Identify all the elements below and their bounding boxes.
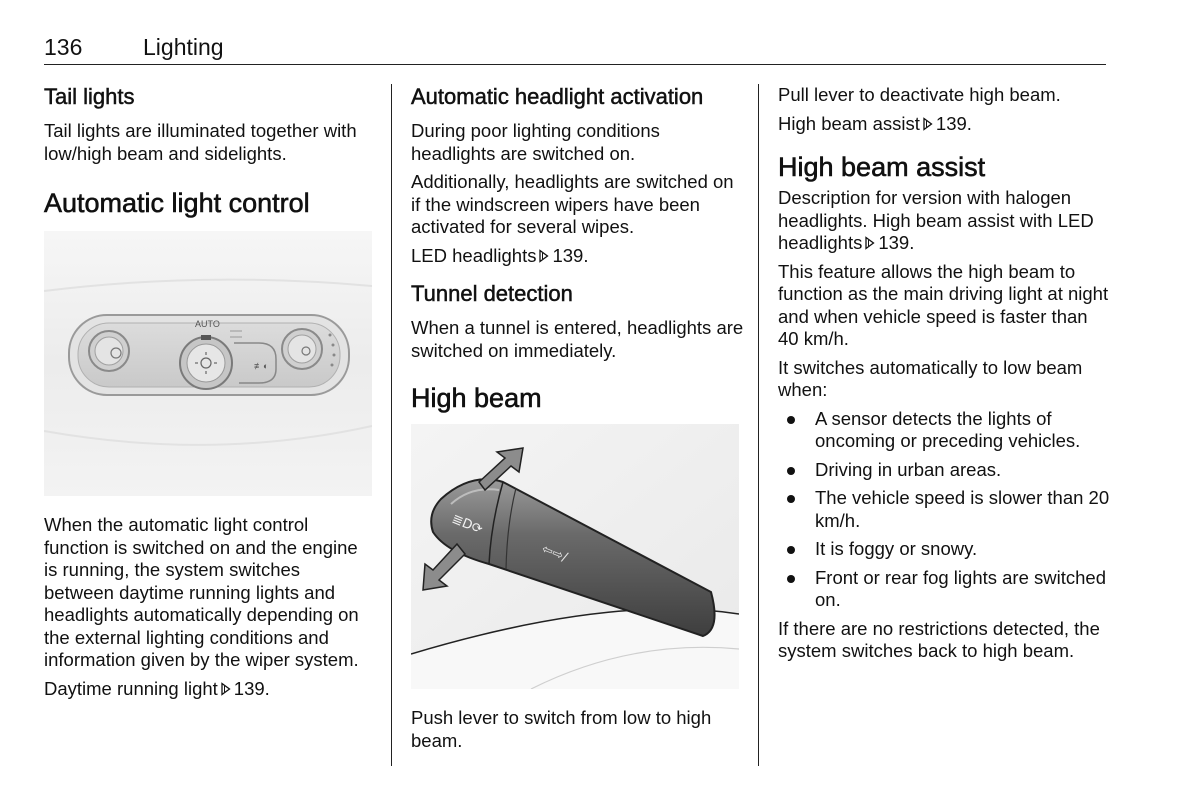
bullet-icon [787,495,795,503]
restore-high-beam-text: If there are no restrictions detected, the system switches back to high beam. [778,617,1100,661]
column-right [778,84,1113,669]
svg-text:≢◐: ≢◐ [254,361,269,371]
high-beam-assist-ref: High beam assist 139. [778,112,972,134]
svg-text:⇦⇨/: ⇦⇨/ [539,541,570,566]
auto-label: AUTO [195,319,220,329]
page-reference-icon [538,249,549,263]
automatic-light-control-text: When the automatic light control function is switched on and the engine is running, the system switches between daytime running lights and headlights automatically depending on the external lighting conditions and information given by the wiper system. [44,514,359,670]
page-number: 136 [44,34,83,60]
column-middle [411,84,746,758]
daytime-running-light-ref: Daytime running light 139. [44,677,270,699]
svg-text:≣D⟳: ≣D⟳ [449,511,485,538]
lever-illustration [411,424,739,689]
list-item: Front or rear fog lights are switched on. [778,567,1113,612]
pull-lever-text: Pull lever to deactivate high beam. [778,84,1061,105]
header-divider [44,64,1106,65]
bullet-icon [787,467,795,475]
high-beam-heading: High beam [411,383,542,413]
bullet-icon [787,575,795,583]
high-beam-assist-heading: High beam assist [778,152,986,182]
light-switch-figure [44,231,372,496]
turn-signal-lever-figure [411,424,739,689]
tail-lights-text: Tail lights are illuminated together with low/high beam and sidelights. [44,120,357,164]
low-beam-conditions-list [778,408,1113,612]
list-item: The vehicle speed is slower than 20 km/h. [778,487,1113,532]
bullet-icon [787,546,795,554]
list-item: A sensor detects the lights of oncoming or preceding vehicles. [778,408,1113,453]
column-left [44,84,374,706]
aha-text-2: Additionally, headlights are switched on if the windscreen wipers have been activated for several wipes. [411,171,734,237]
led-headlights-ref: LED headlights 139. [411,244,589,266]
section-title: Lighting [143,34,224,60]
bullet-icon [787,416,795,424]
light-switch-illustration [44,231,372,496]
column-divider-1 [391,84,392,766]
page-reference-icon [220,682,231,696]
tunnel-detection-text: When a tunnel is entered, headlights are switched on immediately. [411,317,744,361]
tunnel-detection-heading: Tunnel detection [411,281,573,306]
automatic-headlight-activation-heading: Automatic headlight activation [411,84,704,109]
push-lever-text: Push lever to switch from low to high beam. [411,707,712,751]
page-reference-icon [922,117,933,131]
low-beam-switch-text: It switches automatically to low beam when: [778,356,1083,400]
list-item: Driving in urban areas. [778,459,1113,482]
list-item: It is foggy or snowy. [778,538,1113,561]
aha-text-1: During poor lighting conditions headlights are switched on. [411,120,660,164]
tail-lights-heading: Tail lights [44,84,135,109]
automatic-light-control-heading: Automatic light control [44,188,310,218]
high-beam-assist-feature-text: This feature allows the high beam to function as the main driving light at night and when vehicle speed is faster than 40 km/h. [778,260,1109,349]
column-divider-2 [758,84,759,766]
page-reference-icon [864,236,875,250]
high-beam-assist-description: Description for version with halogen headlights. High beam assist with LED headlights 139. [778,187,1094,253]
